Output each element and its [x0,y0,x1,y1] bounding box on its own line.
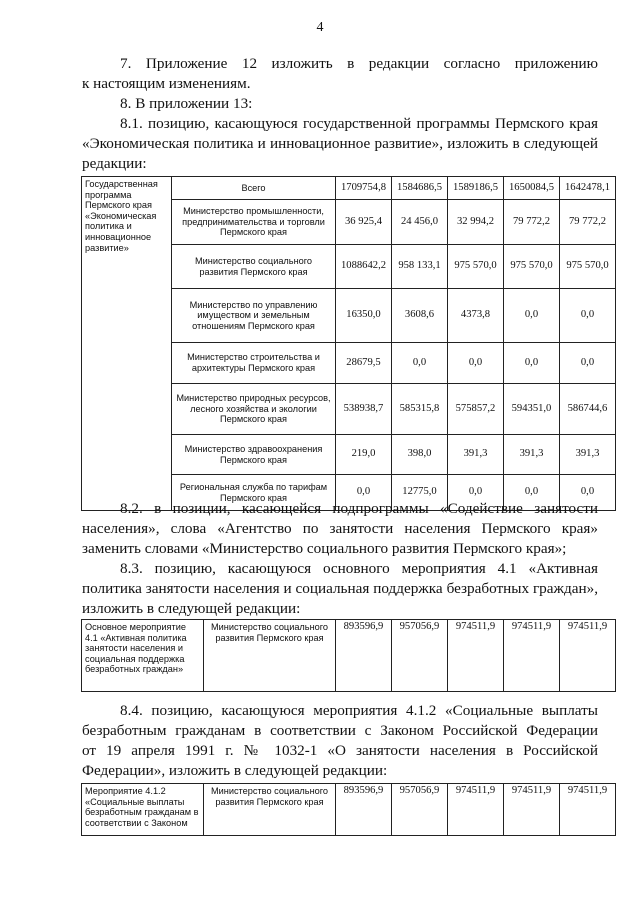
paragraph-line: от 19 апреля 1991 г. № 1032-1 «О занятости населения в Российской [82,742,598,759]
table-row [82,784,616,836]
value-cell: 398,0 [392,435,448,475]
value-cell: 1589186,5 [448,177,504,200]
value-cell: 957056,9 [392,784,448,836]
value-cell: 0,0 [560,343,616,384]
executor-cell: Всего [172,177,336,200]
page-number: 4 [316,20,324,35]
value-cell: 12775,0 [392,475,448,511]
paragraph-line: 8.4. позицию, касающуюся мероприятия 4.1.2 «Социальные выплаты [120,702,598,719]
value-cell: 594351,0 [504,384,560,435]
paragraph-line: 8.2. в позиции, касающейся подпрограммы «Содействие занятости [120,500,598,517]
paragraph-8-2 [82,499,598,559]
executor-cell: Региональная служба по тарифам Пермского края [172,475,336,511]
value-cell: 0,0 [504,475,560,511]
value-cell: 36 925,4 [336,200,392,245]
paragraph-8-1 [82,114,598,174]
value-cell: 16350,0 [336,289,392,343]
value-cell: 1709754,8 [336,177,392,200]
value-cell: 586744,6 [560,384,616,435]
paragraph-line: 8.1. позицию, касающуюся государственной программы Пермского края [120,115,598,132]
value-cell: 0,0 [504,289,560,343]
value-cell: 974511,9 [560,620,616,692]
value-cell: 4373,8 [448,289,504,343]
table-row [82,620,616,692]
value-cell: 0,0 [448,475,504,511]
measure-name-cell: Мероприятие 4.1.2 «Социальные выплаты безработным гражданам в соответствии с Законом [82,784,204,836]
value-cell: 0,0 [448,343,504,384]
value-cell: 958 133,1 [392,245,448,289]
paragraph-7 [82,54,598,94]
value-cell: 79 772,2 [504,200,560,245]
main-measure-table [81,619,616,692]
value-cell: 1650084,5 [504,177,560,200]
paragraph-8 [82,94,598,114]
program-name-cell: Государственная программа Пермского края «Экономическая политика и инновационное развитие» [82,177,172,511]
activity-table [81,783,616,836]
paragraph-line: к настоящим изменениям. [82,75,251,92]
paragraph-8-3 [82,559,598,619]
value-cell: 575857,2 [448,384,504,435]
value-cell: 0,0 [560,475,616,511]
paragraph-line: «Экономическая политика и инновационное развитие», изложить в следующей [82,135,598,152]
table-row [82,177,616,200]
value-cell: 391,3 [504,435,560,475]
value-cell: 974511,9 [448,784,504,836]
executor-cell: Министерство природных ресурсов, лесного хозяйства и экологии Пермского края [172,384,336,435]
program-funding-table [81,176,616,511]
value-cell: 0,0 [504,343,560,384]
executor-cell: Министерство социального развития Пермского края [172,245,336,289]
measure-name-cell: Основное мероприятие 4.1 «Активная политика занятости населения и социальная поддержка безработных граждан» [82,620,204,692]
value-cell: 0,0 [336,475,392,511]
value-cell: 585315,8 [392,384,448,435]
paragraph-line: 8.3. позицию, касающуюся основного мероприятия 4.1 «Активная [120,560,598,577]
value-cell: 974511,9 [504,620,560,692]
value-cell: 974511,9 [504,784,560,836]
value-cell: 32 994,2 [448,200,504,245]
paragraph-line: 8. В приложении 13: [120,95,253,112]
paragraph-line: безработным гражданам в соответствии с Законом Российской Федерации [82,722,598,739]
executor-cell: Министерство социального развития Пермского края [204,620,336,692]
executor-cell: Министерство строительства и архитектуры Пермского края [172,343,336,384]
value-cell: 391,3 [560,435,616,475]
paragraph-8-4 [82,701,598,781]
value-cell: 974511,9 [560,784,616,836]
value-cell: 975 570,0 [448,245,504,289]
executor-cell: Министерство здравоохранения Пермского края [172,435,336,475]
value-cell: 1088642,2 [336,245,392,289]
value-cell: 1584686,5 [392,177,448,200]
value-cell: 1642478,1 [560,177,616,200]
executor-cell: Министерство по управлению имуществом и земельным отношениям Пермского края [172,289,336,343]
value-cell: 391,3 [448,435,504,475]
paragraph-line: редакции: [82,155,147,172]
value-cell: 0,0 [560,289,616,343]
value-cell: 893596,9 [336,620,392,692]
paragraph-line: населения», слова «Агентство по занятости населения Пермского края» [82,520,598,537]
executor-cell: Министерство социального развития Пермского края [204,784,336,836]
value-cell: 538938,7 [336,384,392,435]
value-cell: 3608,6 [392,289,448,343]
paragraph-line: политика занятости населения и социальная поддержка безработных граждан», [82,580,598,597]
value-cell: 0,0 [392,343,448,384]
value-cell: 219,0 [336,435,392,475]
executor-cell: Министерство промышленности, предпринимательства и торговли Пермского края [172,200,336,245]
paragraph-line: изложить в следующей редакции: [82,600,301,617]
value-cell: 957056,9 [392,620,448,692]
value-cell: 975 570,0 [504,245,560,289]
value-cell: 28679,5 [336,343,392,384]
value-cell: 24 456,0 [392,200,448,245]
value-cell: 79 772,2 [560,200,616,245]
paragraph-line: 7. Приложение 12 изложить в редакции согласно приложению [120,55,598,72]
paragraph-line: заменить словами «Министерство социального развития Пермского края»; [82,540,567,557]
value-cell: 893596,9 [336,784,392,836]
value-cell: 975 570,0 [560,245,616,289]
paragraph-line: Федерации», изложить в следующей редакции: [82,762,388,779]
value-cell: 974511,9 [448,620,504,692]
